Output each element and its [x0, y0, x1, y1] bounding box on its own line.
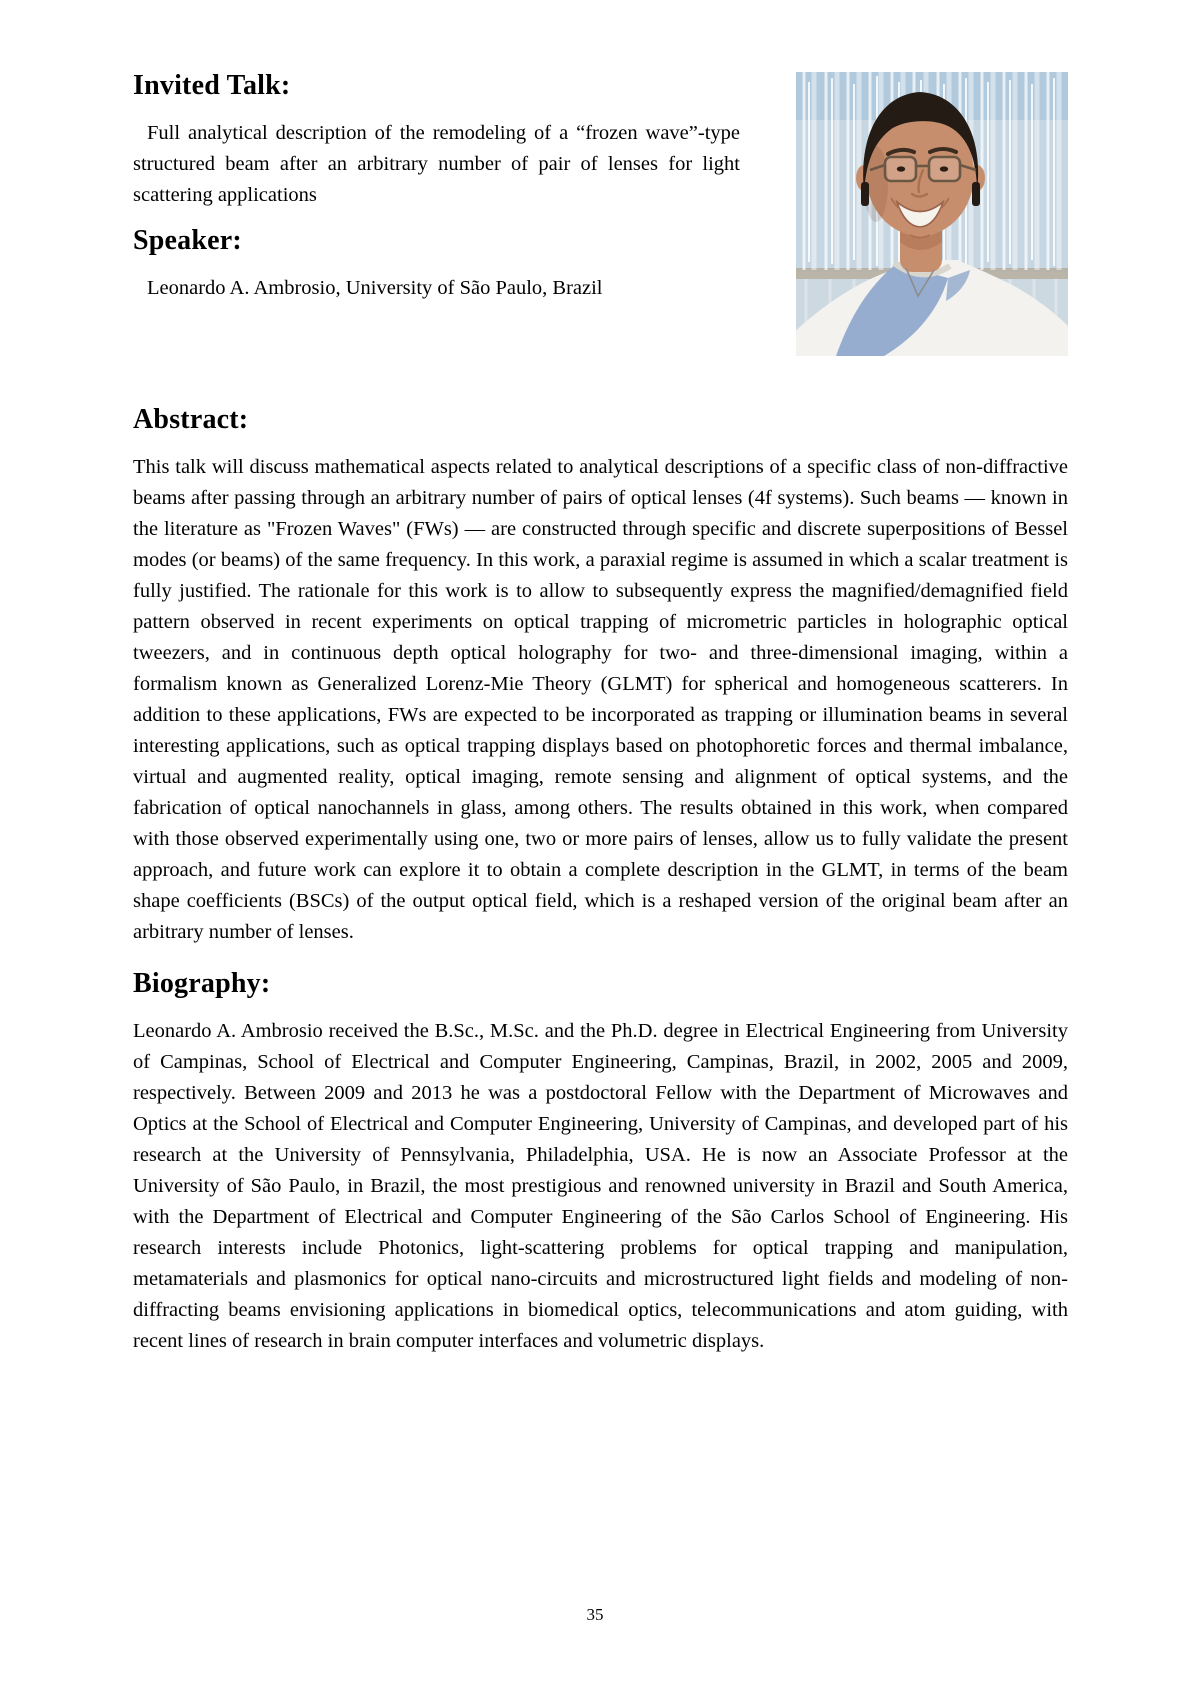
invited-talk-heading: Invited Talk: — [133, 70, 291, 101]
header-section — [133, 70, 1068, 366]
speaker-photo — [796, 72, 1068, 356]
abstract-text: This talk will discuss mathematical aspects related to analytical descriptions of a specific class of non-diffractive beams after passing through an arbitrary number of pairs of optical lenses (4f systems). Such beams — known in the literature as "Frozen Waves" (FWs) — are constructed through specific and discrete superpositions of Bessel modes (or beams) of the same frequency. In this work, a paraxial regime is assumed in which a scalar treatment is fully justified. The rationale for this work is to allow to subsequently express the magnified/demagnified field pattern observed in recent experiments on optical trapping of micrometric particles in holographic optical tweezers, and in continuous depth optical holography for two- and three-dimensional imaging, within a formalism known as Generalized Lorenz-Mie Theory (GLMT) for spherical and homogeneous scatterers. In addition to these applications, FWs are expected to be incorporated as trapping or illumination beams in several interesting applications, such as optical trapping displays based on photophoretic forces and thermal imbalance, virtual and augmented reality, optical imaging, remote sensing and alignment of optical systems, and the fabrication of optical nanochannels in glass, among others. The results obtained in this work, when compared with those observed experimentally using one, two or more pairs of lenses, allow us to fully validate the present approach, and future work can explore it to obtain a complete description in the GLMT, in terms of the beam shape coefficients (BSCs) of the output optical field, which is a reshaped version of the original beam after an arbitrary number of lenses. — [133, 456, 1068, 943]
biography-heading: Biography: — [133, 968, 271, 999]
speaker-heading: Speaker: — [133, 225, 242, 256]
biography-text: Leonardo A. Ambrosio received the B.Sc., M.Sc. and the Ph.D. degree in Electrical Engineering from University of Campinas, School of Electrical and Computer Engineering, Campinas, Brazil, in 2002, 2005 and 2009, respectively. Between 2009 and 2013 he was a postdoctoral Fellow with the Department of Microwaves and Optics at the School of Electrical and Computer Engineering, University of Campinas, and developed part of his research at the University of Pennsylvania, Philadelphia, USA. He is now an Associate Professor at the University of São Paulo, in Brazil, the most prestigious and renowned university in Brazil and South America, with the Department of Electrical and Computer Engineering of the São Carlos School of Engineering. His research interests include Photonics, light-scattering problems for optical trapping and manipulation, metamaterials and plasmonics for optical nano-circuits and microstructured light fields and modeling of non-diffracting beams envisioning applications in biomedical optics, telecommunications and atom guiding, with recent lines of research in brain computer interfaces and volumetric displays. — [133, 1020, 1068, 1352]
abstract-heading: Abstract: — [133, 404, 249, 435]
page-number: 35 — [586, 1605, 604, 1624]
talk-title: Full analytical description of the remodeling of a “frozen wave”-type structured beam after an arbitrary number of pair of lenses for light scattering applications — [133, 122, 740, 206]
eyes — [897, 166, 905, 171]
speaker-name: Leonardo A. Ambrosio, University of São Paulo, Brazil — [147, 277, 603, 299]
